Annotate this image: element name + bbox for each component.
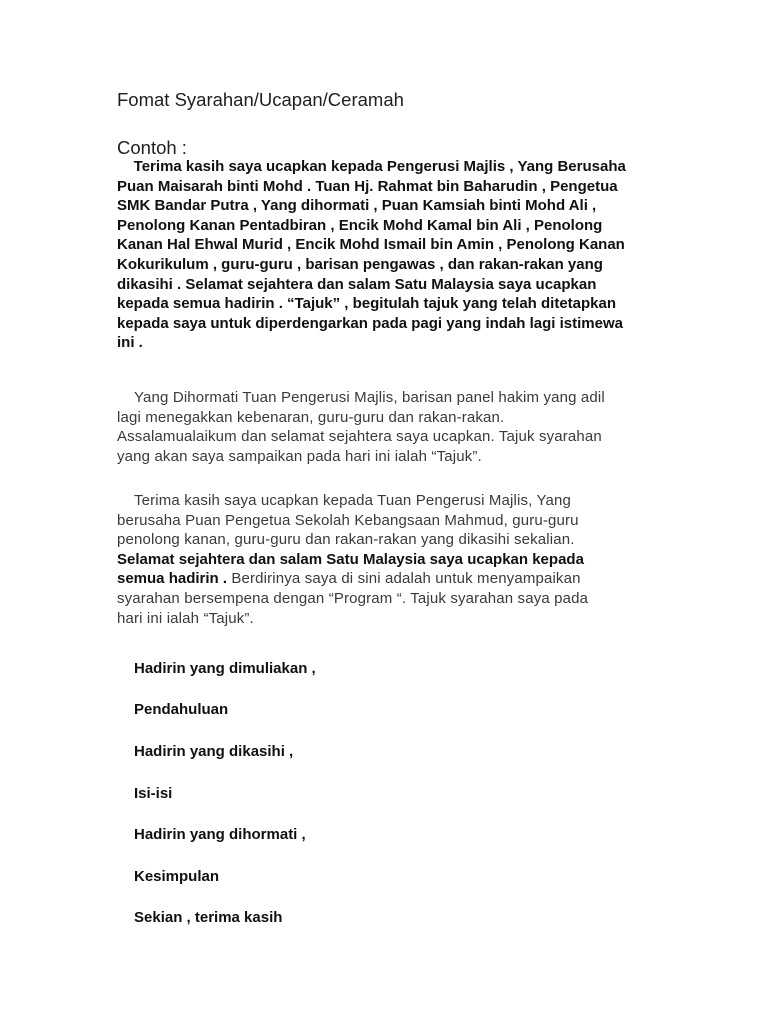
outline-item: Pendahuluan — [134, 701, 229, 718]
document-title: Fomat Syarahan/Ucapan/Ceramah — [117, 89, 404, 110]
paragraph-3 — [117, 491, 657, 628]
paragraph-line: kepada semua hadirin . “Tajuk” , begitulah tajuk yang telah ditetapkan — [117, 295, 617, 313]
paragraph-line: Penolong Kanan Pentadbiran , Encik Mohd Kamal bin Ali , Penolong — [117, 216, 603, 234]
outline-item: Hadirin yang dimuliakan , — [134, 660, 316, 677]
paragraph-line: lagi menegakkan kebenaran, guru-guru dan rakan-rakan. — [117, 408, 505, 426]
paragraph-line: dikasihi . Selamat sejahtera dan salam Satu Malaysia saya ucapkan — [117, 275, 597, 293]
outline-item: Hadirin yang dikasihi , — [134, 743, 294, 760]
paragraph-line: Terima kasih saya ucapkan kepada Tuan Pengerusi Majlis, Yang — [117, 492, 572, 509]
paragraph-2 — [117, 388, 657, 466]
paragraph-line: SMK Bandar Putra , Yang dihormati , Puan Kamsiah binti Mohd Ali , — [117, 197, 597, 215]
paragraph-bold-fragment: semua hadirin . — [117, 570, 228, 588]
paragraph-line: hari ini ialah “Tajuk”. — [117, 609, 254, 627]
paragraph-normal-fragment: Berdirinya saya di sini adalah untuk menyampaikan — [227, 570, 581, 588]
paragraph-line: yang akan saya sampaikan pada hari ini ialah “Tajuk”. — [117, 447, 482, 465]
outline-item: Isi-isi — [134, 785, 173, 802]
paragraph-line: Terima kasih saya ucapkan kepada Pengerusi Majlis , Yang Berusaha — [117, 158, 626, 175]
paragraph-line: Selamat sejahtera dan salam Satu Malaysia saya ucapkan kepada — [117, 550, 584, 568]
paragraph-line: berusaha Puan Pengetua Sekolah Kebangsaan Mahmud, guru-guru — [117, 511, 579, 529]
paragraph-line: Assalamualaikum dan selamat sejahtera saya ucapkan. Tajuk syarahan — [117, 428, 602, 446]
outline-item: Hadirin yang dihormati , — [134, 826, 306, 843]
paragraph-line: Yang Dihormati Tuan Pengerusi Majlis, barisan panel hakim yang adil — [117, 389, 605, 406]
paragraph-line: Kokurikulum , guru-guru , barisan pengawas , dan rakan-rakan yang — [117, 255, 603, 273]
paragraph-line: Puan Maisarah binti Mohd . Tuan Hj. Rahmat bin Baharudin , Pengetua — [117, 177, 618, 195]
paragraph-line — [117, 569, 657, 589]
outline-item: Sekian , terima kasih — [134, 909, 283, 926]
example-label: Contoh : — [117, 137, 187, 158]
paragraph-line: Kanan Hal Ehwal Murid , Encik Mohd Ismail bin Amin , Penolong Kanan — [117, 236, 625, 254]
paragraph-1 — [117, 157, 657, 353]
paragraph-line: kepada saya untuk diperdengarkan pada pagi yang indah lagi istimewa — [117, 314, 623, 332]
paragraph-line: syarahan bersempena dengan “Program “. Tajuk syarahan saya pada — [117, 589, 589, 607]
paragraph-line: ini . — [117, 334, 143, 352]
outline-item: Kesimpulan — [134, 868, 220, 885]
paragraph-line: penolong kanan, guru-guru dan rakan-rakan yang dikasihi sekalian. — [117, 531, 575, 549]
